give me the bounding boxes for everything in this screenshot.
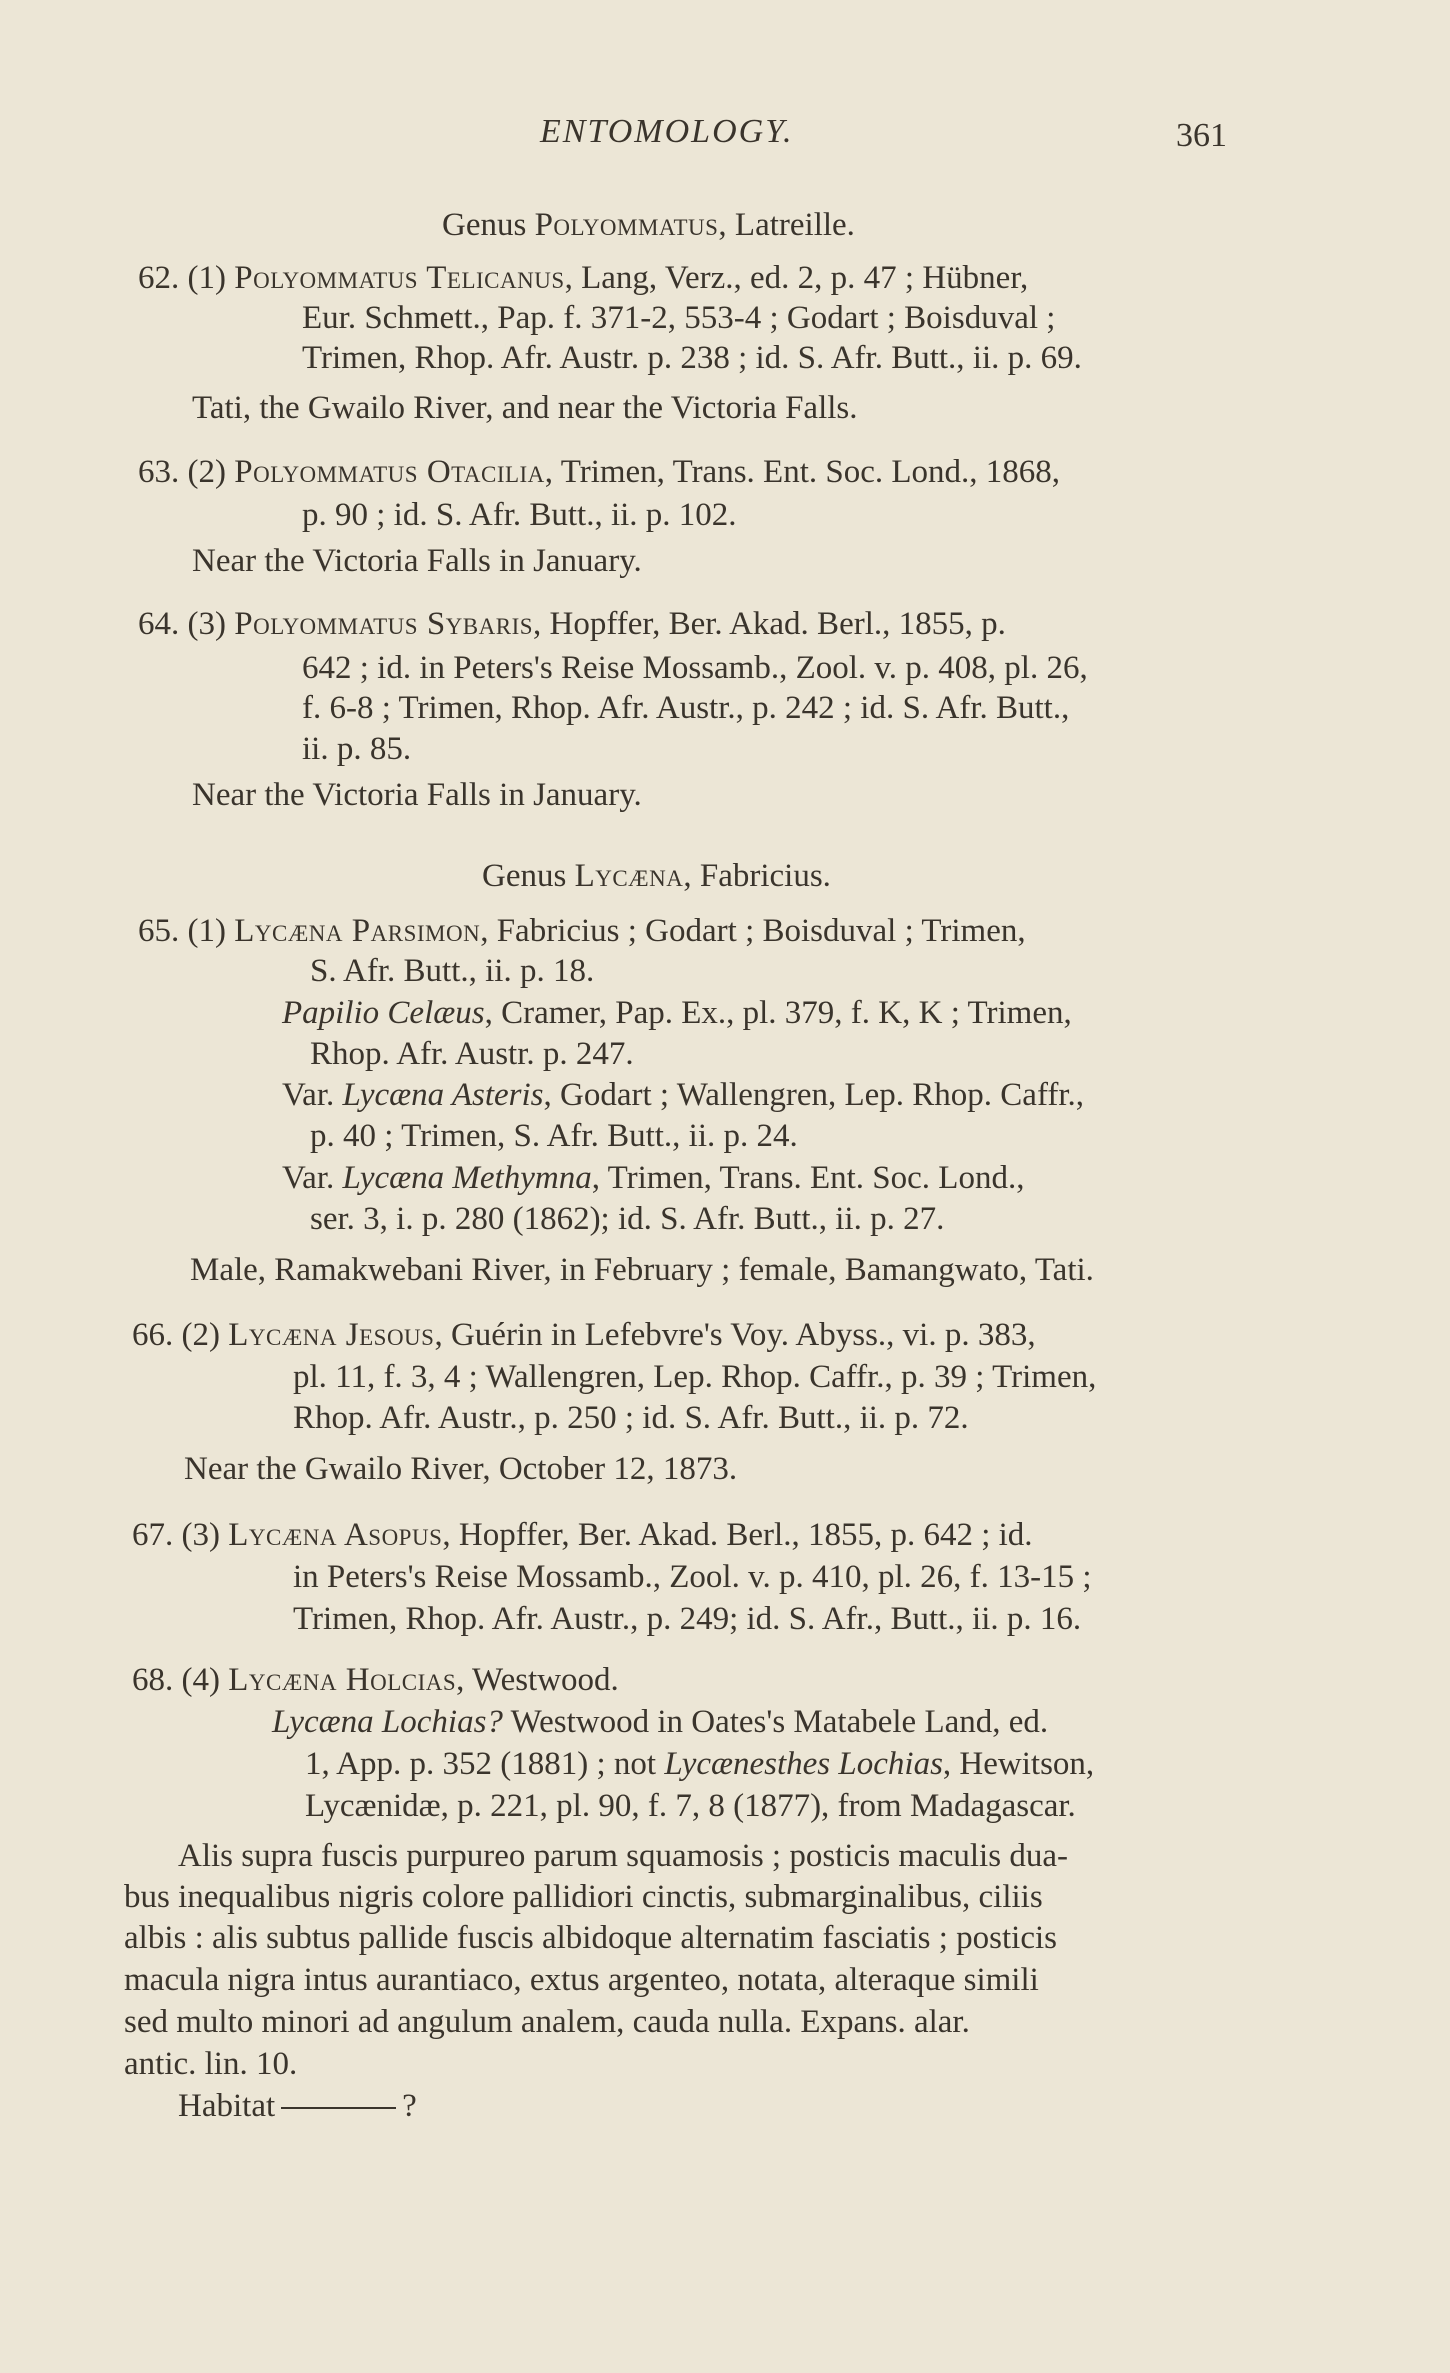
latin-description-line-2: bus inequalibus nigris colore pallidiori cinctis, submarginalibus, ciliis	[124, 1879, 1043, 1915]
entry-66-line-1	[132, 1315, 1036, 1355]
entry-65-synonym-line-1	[282, 993, 1072, 1033]
taxon-name: Polyommatus Telicanus	[234, 260, 565, 296]
entry-65-locality: Male, Ramakwebani River, in February ; female, Bamangwato, Tati.	[190, 1252, 1094, 1288]
entry-65-variety-1-line-2: p. 40 ; Trimen, S. Afr. Butt., ii. p. 24.	[310, 1118, 798, 1154]
entry-64-line-2: 642 ; id. in Peters's Reise Mossamb., Zool. v. p. 408, pl. 26,	[302, 650, 1088, 686]
genus-heading-lycaena	[482, 856, 831, 896]
entry-68-synonym-line-3: Lycænidæ, p. 221, pl. 90, f. 7, 8 (1877), from Madagascar.	[305, 1788, 1076, 1824]
entry-65-synonym-line-2: Rhop. Afr. Austr. p. 247.	[310, 1036, 634, 1072]
citation-text: , Guérin in Lefebvre's Voy. Abyss., vi. p. 383,	[434, 1317, 1036, 1353]
citation-text: , Cramer, Pap. Ex., pl. 379, f. K, K ; Trimen,	[484, 995, 1072, 1031]
entry-number: 68. (4)	[132, 1662, 229, 1698]
citation-text: , Lang, Verz., ed. 2, p. 47 ; Hübner,	[564, 260, 1029, 296]
latin-description-line-6: antic. lin. 10.	[124, 2046, 298, 2082]
habitat-dash	[281, 2107, 396, 2109]
entry-number: 67. (3)	[132, 1517, 229, 1553]
entry-65-variety-1-line-1	[282, 1075, 1084, 1115]
genus-name: Polyommatus	[534, 207, 719, 243]
habitat-label: Habitat	[178, 2088, 276, 2124]
citation-text: , Godart ; Wallengren, Lep. Rhop. Caffr.,	[543, 1077, 1085, 1113]
variety-prefix: Var.	[282, 1160, 343, 1196]
entry-number: 62. (1)	[138, 260, 235, 296]
entry-66-line-3: Rhop. Afr. Austr., p. 250 ; id. S. Afr. Butt., ii. p. 72.	[293, 1400, 969, 1436]
citation-text: , Hewitson,	[942, 1746, 1095, 1782]
entry-66-locality: Near the Gwailo River, October 12, 1873.	[184, 1451, 738, 1487]
taxon-name: Polyommatus Otacilia	[234, 454, 545, 490]
entry-62-line-3: Trimen, Rhop. Afr. Austr. p. 238 ; id. S. Afr. Butt., ii. p. 69.	[302, 340, 1082, 376]
entry-63-locality: Near the Victoria Falls in January.	[192, 543, 642, 579]
entry-62-line-2: Eur. Schmett., Pap. f. 371-2, 553-4 ; Godart ; Boisduval ;	[302, 300, 1056, 336]
entry-number: 65. (1)	[138, 913, 235, 949]
latin-description-line-3: albis : alis subtus pallide fuscis albidoque alternatim fasciatis ; posticis	[124, 1920, 1057, 1956]
taxon-name: Lycæna Jesous	[228, 1317, 435, 1353]
latin-description-line-1: Alis supra fuscis purpureo parum squamosis ; posticis maculis dua-	[178, 1838, 1068, 1874]
running-title: ENTOMOLOGY.	[540, 113, 794, 150]
citation-text: , Fabricius ; Godart ; Boisduval ; Trimen,	[480, 913, 1026, 949]
entry-67-line-3: Trimen, Rhop. Afr. Austr., p. 249; id. S. Afr., Butt., ii. p. 16.	[293, 1601, 1082, 1637]
synonym-name: Papilio Celæus	[282, 995, 485, 1031]
entry-number: 64. (3)	[138, 606, 235, 642]
genus-author: , Latreille.	[718, 207, 855, 243]
citation-text: , Westwood.	[456, 1662, 619, 1698]
entry-62-line-1	[138, 258, 1028, 298]
page-number: 361	[1176, 117, 1227, 154]
taxon-name: Lycæna Asopus	[228, 1517, 443, 1553]
taxon-name: Lycæna Holcias	[228, 1662, 457, 1698]
habitat-line	[178, 2086, 417, 2126]
genus-name: Lycæna	[574, 858, 684, 894]
entry-67-line-1	[132, 1515, 1033, 1555]
citation-text: , Hopffer, Ber. Akad. Berl., 1855, p. 642 ; id.	[442, 1517, 1033, 1553]
citation-text: Westwood in Oates's Matabele Land, ed.	[502, 1704, 1049, 1740]
entry-number: 66. (2)	[132, 1317, 229, 1353]
variety-prefix: Var.	[282, 1077, 343, 1113]
entry-64-line-3: f. 6-8 ; Trimen, Rhop. Afr. Austr., p. 242 ; id. S. Afr. Butt.,	[302, 690, 1070, 726]
synonym-name: Lycænesthes Lochias	[664, 1746, 943, 1782]
citation-text: , Trimen, Trans. Ent. Soc. Lond., 1868,	[544, 454, 1061, 490]
habitat-query: ?	[402, 2088, 417, 2124]
citation-text: , Hopffer, Ber. Akad. Berl., 1855, p.	[533, 606, 1006, 642]
entry-65-variety-2-line-2: ser. 3, i. p. 280 (1862); id. S. Afr. Butt., ii. p. 27.	[310, 1201, 945, 1237]
entry-62-locality: Tati, the Gwailo River, and near the Victoria Falls.	[192, 390, 858, 426]
entry-63-line-1	[138, 452, 1060, 492]
variety-name: Lycæna Methymna	[342, 1160, 592, 1196]
genus-prefix: Genus	[442, 207, 535, 243]
latin-description-line-4: macula nigra intus aurantiaco, extus argenteo, notata, alteraque simili	[124, 1962, 1039, 1998]
entry-65-variety-2-line-1	[282, 1158, 1024, 1198]
entry-68-synonym-line-2	[305, 1744, 1094, 1784]
entry-67-line-2: in Peters's Reise Mossamb., Zool. v. p. 410, pl. 26, f. 13-15 ;	[293, 1559, 1092, 1595]
taxon-name: Polyommatus Sybaris	[234, 606, 534, 642]
synonym-name: Lycæna Lochias?	[272, 1704, 503, 1740]
genus-prefix: Genus	[482, 858, 575, 894]
genus-author: , Fabricius.	[683, 858, 831, 894]
entry-64-line-4: ii. p. 85.	[302, 731, 412, 767]
entry-68-synonym-line-1	[272, 1702, 1048, 1742]
entry-63-line-2: p. 90 ; id. S. Afr. Butt., ii. p. 102.	[302, 497, 737, 533]
entry-64-locality: Near the Victoria Falls in January.	[192, 777, 642, 813]
entry-65-line-1	[138, 911, 1026, 951]
entry-68-line-1	[132, 1660, 619, 1700]
entry-65-line-2: S. Afr. Butt., ii. p. 18.	[310, 953, 595, 989]
latin-description-line-5: sed multo minori ad angulum analem, cauda nulla. Expans. alar.	[124, 2004, 970, 2040]
entry-64-line-1	[138, 604, 1006, 644]
genus-heading-polyommatus	[442, 205, 855, 245]
citation-text: , Trimen, Trans. Ent. Soc. Lond.,	[591, 1160, 1025, 1196]
entry-number: 63. (2)	[138, 454, 235, 490]
variety-name: Lycæna Asteris	[342, 1077, 544, 1113]
citation-text: 1, App. p. 352 (1881) ; not	[305, 1746, 665, 1782]
entry-66-line-2: pl. 11, f. 3, 4 ; Wallengren, Lep. Rhop. Caffr., p. 39 ; Trimen,	[293, 1359, 1097, 1395]
taxon-name: Lycæna Parsimon	[234, 913, 481, 949]
